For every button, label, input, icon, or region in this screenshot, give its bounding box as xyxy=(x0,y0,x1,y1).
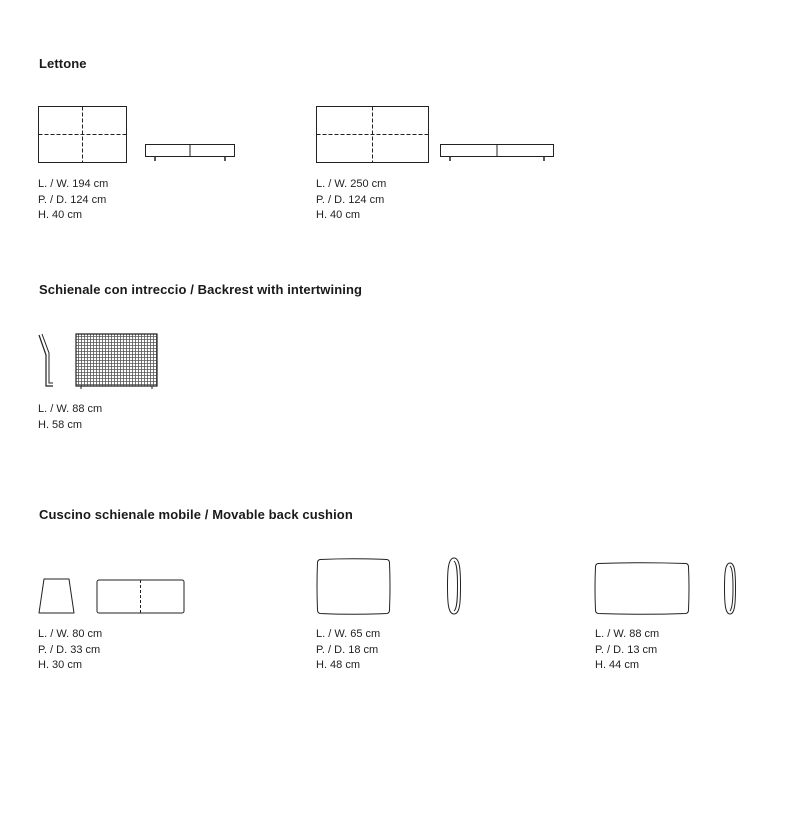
section-title-backrest: Schienale con intreccio / Backrest with intertwining xyxy=(39,282,363,297)
cushion-80-dimensions xyxy=(38,627,102,674)
cushion-65-dimensions xyxy=(316,627,380,674)
section-title-lettone: Lettone xyxy=(39,56,87,71)
cushion-80-side-drawing xyxy=(37,578,77,615)
height-value: H. 58 cm xyxy=(38,418,83,431)
bed-250-top-view-drawing xyxy=(316,106,430,164)
backrest-dimensions xyxy=(38,402,102,433)
section-title-cushion: Cuscino schienale mobile / Movable back cushion xyxy=(39,507,353,522)
width-value: L. / W. 80 cm xyxy=(38,628,103,640)
height-value: H. 30 cm xyxy=(38,659,83,671)
bed-194-dimensions xyxy=(38,177,108,224)
cushion-88-dimensions xyxy=(595,627,659,674)
cushion-80-front-drawing xyxy=(96,579,186,615)
cushion-88-side-drawing xyxy=(723,562,737,616)
width-value: L. / W. 88 cm xyxy=(595,628,660,640)
bed-250-dimensions xyxy=(316,177,386,224)
height-value: H. 40 cm xyxy=(316,209,361,221)
depth-value: P. / D. 18 cm xyxy=(316,643,379,656)
bed-250-side-view-drawing xyxy=(440,144,556,164)
bed-194-side-view-drawing xyxy=(145,144,237,164)
backrest-woven-front-drawing xyxy=(75,333,159,390)
width-value: L. / W. 88 cm xyxy=(38,403,103,415)
depth-value: P. / D. 33 cm xyxy=(38,643,101,656)
cushion-65-side-drawing xyxy=(446,557,462,617)
depth-value: P. / D. 124 cm xyxy=(38,193,107,206)
backrest-side-profile-drawing xyxy=(38,333,56,389)
bed-194-top-view-drawing xyxy=(38,106,128,164)
depth-value: P. / D. 124 cm xyxy=(316,193,385,206)
height-value: H. 48 cm xyxy=(316,659,361,671)
depth-value: P. / D. 13 cm xyxy=(595,643,658,656)
cushion-88-front-drawing xyxy=(594,562,692,616)
cushion-65-front-drawing xyxy=(316,558,392,616)
width-value: L. / W. 194 cm xyxy=(38,178,109,190)
width-value: L. / W. 250 cm xyxy=(316,178,387,190)
height-value: H. 40 cm xyxy=(38,209,83,221)
width-value: L. / W. 65 cm xyxy=(316,628,381,640)
height-value: H. 44 cm xyxy=(595,659,640,671)
